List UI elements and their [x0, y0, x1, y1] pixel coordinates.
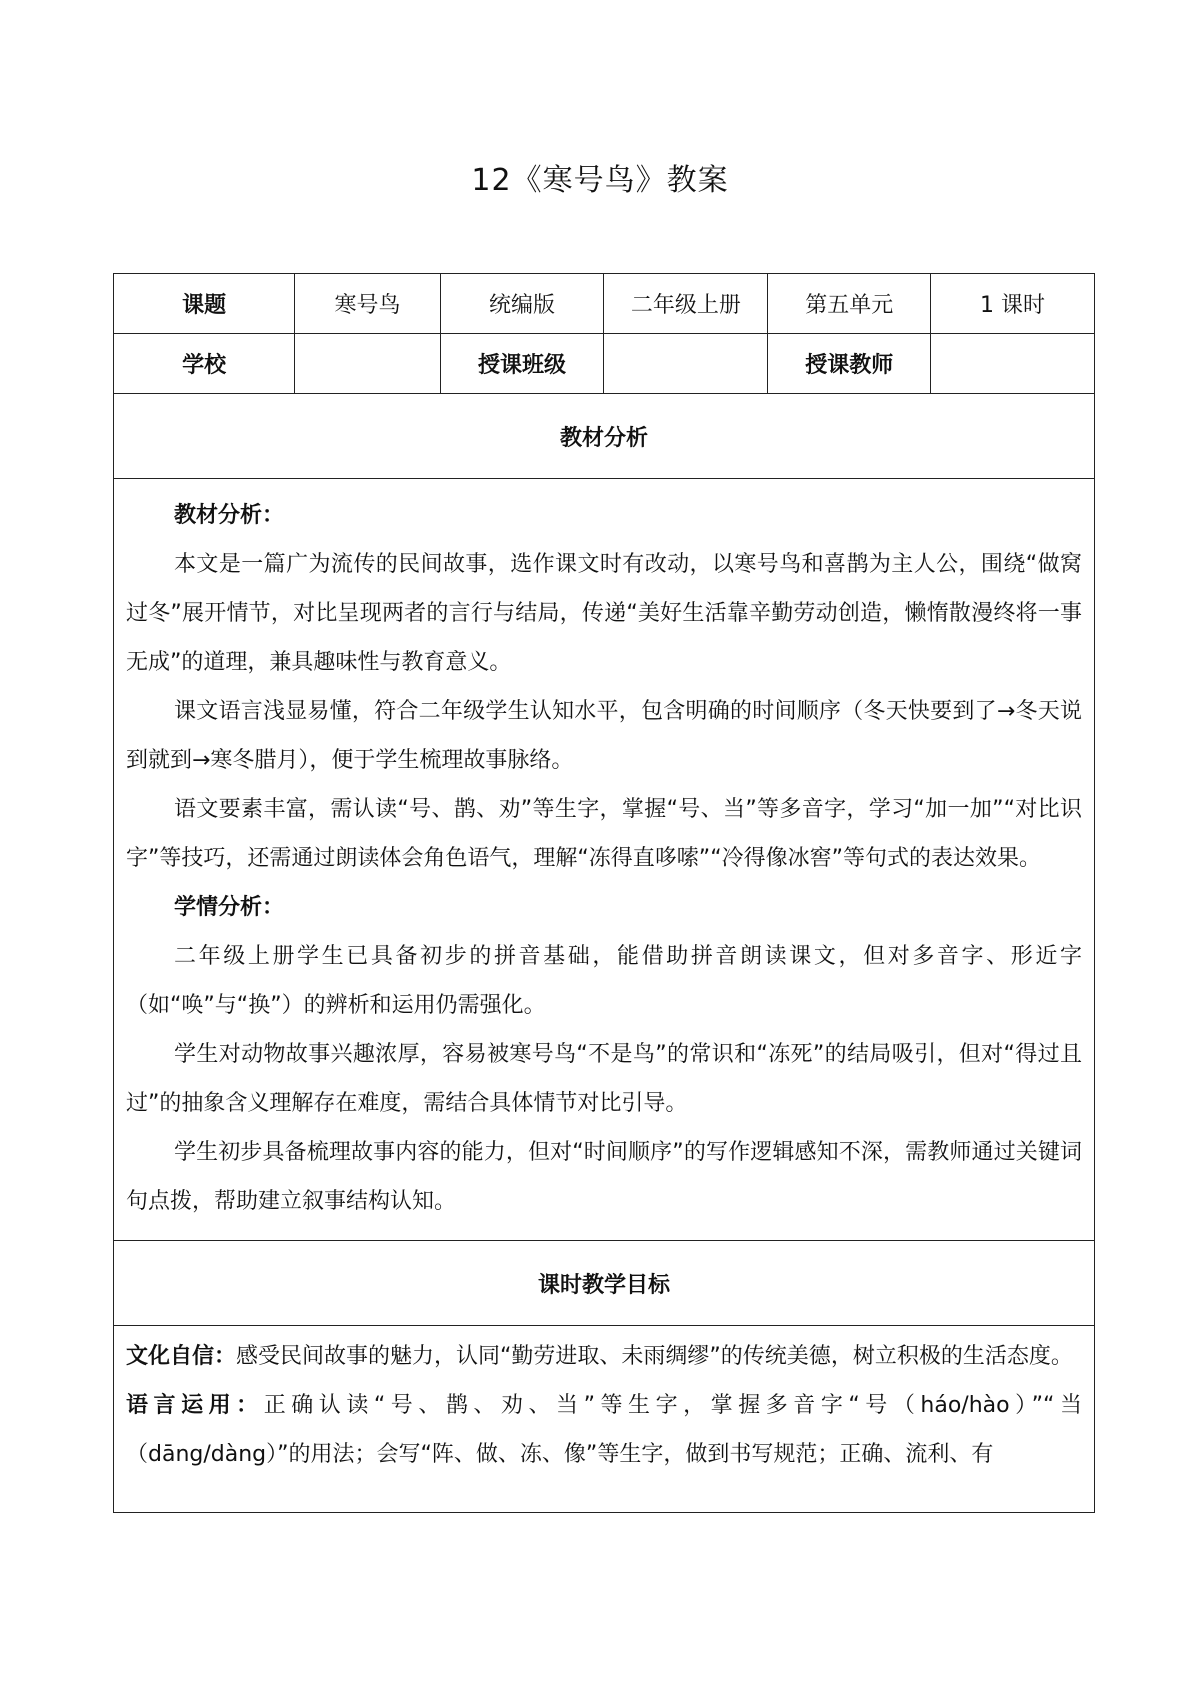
teacher-label: 授课教师: [768, 334, 931, 394]
teacher-value[interactable]: [931, 334, 1095, 394]
class-value[interactable]: [604, 334, 768, 394]
material-analysis-body: [114, 479, 1095, 1241]
material-analysis-body-row: [114, 479, 1095, 1241]
school-label: 学校: [114, 334, 295, 394]
goal-text: 正确认读“号、鹊、劝、当”等生字，掌握多音字“号（háo/hào）”“当（dāng/dàng）”的用法；会写“阵、做、冻、像”等生字，做到书写规范；正确、流利、有: [126, 1393, 1082, 1467]
student-analysis-heading: 学情分析：: [174, 895, 285, 920]
goal-item: [126, 1381, 1082, 1479]
unit-value: 第五单元: [768, 274, 931, 334]
topic-value: 寒号鸟: [295, 274, 440, 334]
goal-label: 文化自信：: [126, 1344, 237, 1369]
student-paragraph: 学生对动物故事兴趣浓厚，容易被寒号鸟“不是鸟”的常识和“冻死”的结局吸引，但对“得过且过”的抽象含义理解存在难度，需结合具体情节对比引导。: [126, 1042, 1082, 1116]
textbook-paragraph: 课文语言浅显易懂，符合二年级学生认知水平，包含明确的时间顺序（冬天快要到了→冬天说到就到→寒冬腊月），便于学生梳理故事脉络。: [126, 699, 1082, 773]
material-analysis-title: 教材分析: [114, 394, 1095, 479]
info-row-2: [114, 334, 1095, 394]
topic-label: 课题: [114, 274, 295, 334]
material-analysis-header-row: [114, 394, 1095, 479]
student-paragraph: 二年级上册学生已具备初步的拼音基础，能借助拼音朗读课文，但对多音字、形近字（如“唤”与“换”）的辨析和运用仍需强化。: [126, 944, 1082, 1018]
goal-item: [126, 1332, 1082, 1381]
school-value[interactable]: [295, 334, 440, 394]
hours-value: 1 课时: [931, 274, 1095, 334]
textbook-paragraph: 本文是一篇广为流传的民间故事，选作课文时有改动，以寒号鸟和喜鹊为主人公，围绕“做窝过冬”展开情节，对比呈现两者的言行与结局，传递“美好生活靠辛勤劳动创造，懒惰散漫终将一事无成”的道理，兼具趣味性与教育意义。: [126, 552, 1082, 675]
student-paragraph: 学生初步具备梳理故事内容的能力，但对“时间顺序”的写作逻辑感知不深，需教师通过关键词句点拨，帮助建立叙事结构认知。: [126, 1140, 1082, 1214]
edition-value: 统编版: [440, 274, 604, 334]
page-title: 12《寒号鸟》教案: [471, 163, 729, 198]
textbook-analysis-heading: 教材分析：: [174, 503, 285, 528]
lesson-plan-table: [113, 273, 1095, 1513]
goals-body: [114, 1326, 1095, 1513]
goals-body-row: [114, 1326, 1095, 1513]
class-label: 授课班级: [440, 334, 604, 394]
goals-title: 课时教学目标: [114, 1241, 1095, 1326]
goal-label: 语言运用：: [126, 1393, 264, 1418]
goals-header-row: [114, 1241, 1095, 1326]
textbook-paragraph: 语文要素丰富，需认读“号、鹊、劝”等生字，掌握“号、当”等多音字，学习“加一加”“对比识字”等技巧，还需通过朗读体会角色语气，理解“冻得直哆嗦”“冷得像冰窖”等句式的表达效果。: [126, 797, 1082, 871]
info-row-1: [114, 274, 1095, 334]
grade-value: 二年级上册: [604, 274, 768, 334]
goal-text: 感受民间故事的魅力，认同“勤劳进取、未雨绸缪”的传统美德，树立积极的生活态度。: [236, 1344, 1073, 1369]
